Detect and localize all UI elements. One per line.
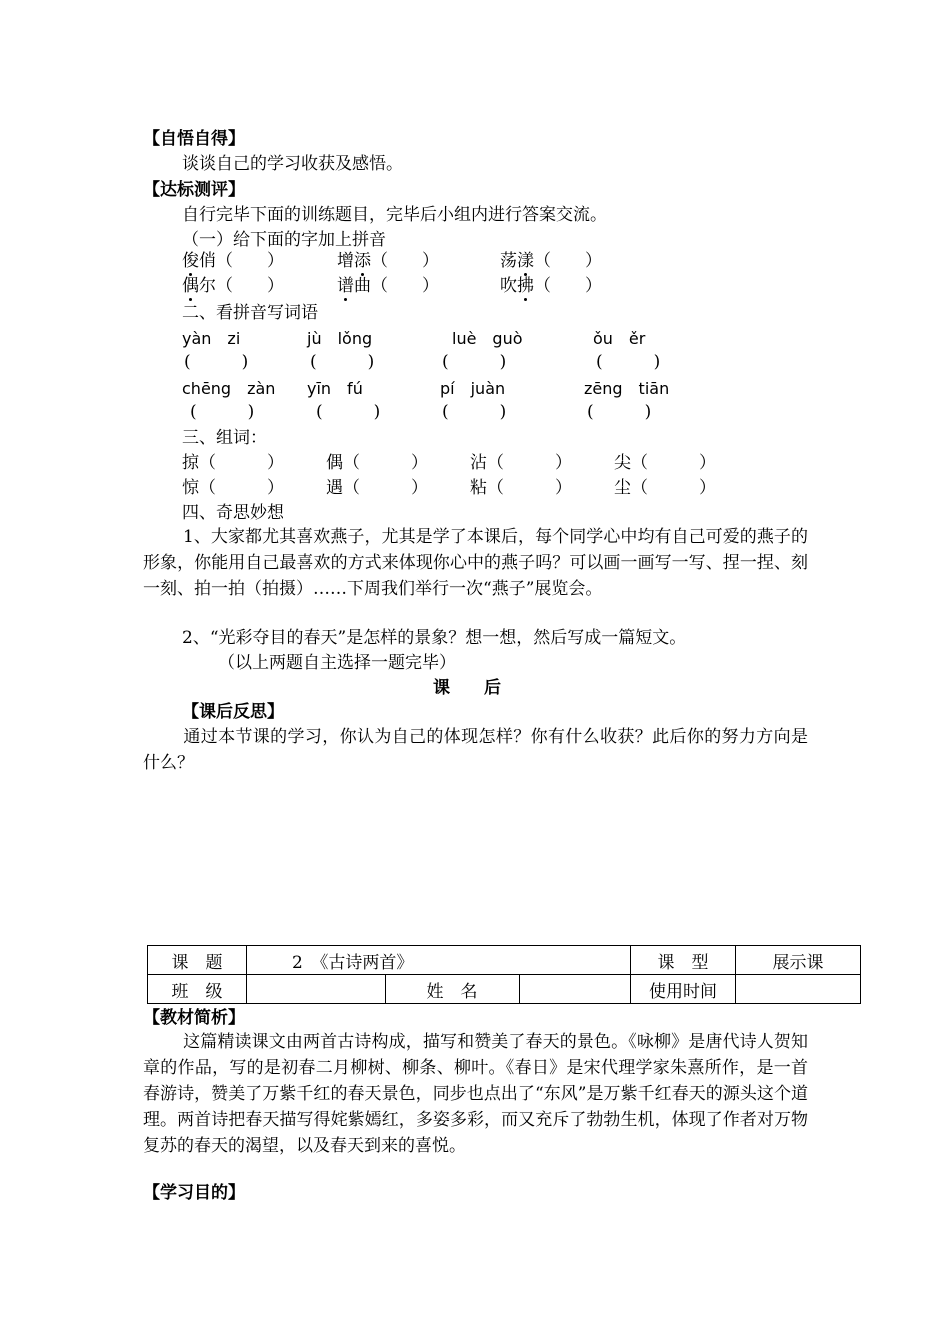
q1-item: 吹拂（ ） [500,276,602,296]
textbook-text: 这篇精读课文由两首古诗构成，描写和赞美了春天的景色。《咏柳》是唐代诗人贺知章的作品，写的是初春二月柳树、柳条、柳叶。《春日》是宋代理学家朱熹所作，是一首春游诗，赞美了万紫千红的春天景色，同步也点出了“东风”是万紫千红春天的源头这个道理。两首诗把春天描写得姹紫嫣红，多姿多彩，而又充斥了勃勃生机，体现了作者对万物复苏的春天的渴望，以及春天到来的喜悦。 [143,1032,808,1156]
reflect-text: 通过本节课的学习，你认为自己的体现怎样？你有什么收获？此后你的努力方向是什么？ [143,727,808,773]
ziwu-text: 谈谈自己的学习收获及感悟。 [182,154,403,174]
name-value[interactable] [519,975,631,1004]
pinyin: zēng tiān [584,379,670,398]
q1-item: 谱曲（ ） [337,276,439,296]
q1-item: 增添（ ） [337,251,439,271]
class-label: 班 级 [148,975,247,1004]
q3-heading: 三、组词： [182,428,267,448]
after-class-heading: 课 后 [433,678,501,698]
section-title-dabiao: 【达标测评】 [143,180,245,200]
answer-blank[interactable]: ( ) [316,402,381,422]
answer-blank[interactable]: ( ) [596,352,661,372]
q2-heading: 二、看拼音写词语 [182,303,318,323]
answer-blank[interactable]: ( ) [310,352,375,372]
zuci-item: 偶（ ） [326,453,428,473]
answer-blank[interactable]: ( ) [442,352,507,372]
topic-label: 课 题 [148,946,247,975]
section-title-goals: 【学习目的】 [143,1183,245,1203]
zuci-item: 惊（ ） [182,478,284,498]
q1-heading: （一）给下面的字加上拼音 [182,230,386,250]
topic-value: 2 《古诗两首》 [247,946,631,975]
zuci-item: 粘（ ） [470,478,572,498]
section-title-ziwu: 【自悟自得】 [143,129,245,149]
section-title-textbook: 【教材简析】 [143,1008,245,1028]
zuci-item: 沾（ ） [470,453,572,473]
q4-item2: 2、“光彩夺目的春天”是怎样的景象？想一想，然后写成一篇短文。 [182,628,687,648]
dotted-char: 拂 [517,276,534,296]
answer-blank[interactable]: ( ) [442,402,507,422]
pinyin: luè guò [452,329,523,348]
dotted-char: 偶 [182,276,199,296]
pinyin: jù lǒng [307,329,373,348]
q1-item: 俊俏（ ） [182,251,284,271]
q4-heading: 四、奇思妙想 [182,503,284,523]
pinyin: pí juàn [440,379,506,398]
name-label: 姓 名 [385,975,519,1004]
q1-item: 荡漾（ ） [500,251,602,271]
type-label: 课 型 [631,946,736,975]
pinyin: ǒu ěr [593,329,646,348]
class-value[interactable] [247,975,386,1004]
zuci-item: 尘（ ） [614,478,716,498]
dotted-char: 谱 [337,276,354,296]
q4-note: （以上两题自主选择一题完毕） [218,653,456,673]
pinyin: yàn zi [182,329,241,348]
dotted-char: 俊 [182,251,199,271]
zuci-item: 遇（ ） [326,478,428,498]
pinyin: yīn fú [307,379,363,398]
answer-blank[interactable]: ( ) [190,402,255,422]
pinyin: chēng zàn [182,379,276,398]
dotted-char: 漾 [517,251,534,271]
time-label: 使用时间 [631,975,736,1004]
dabiao-intro: 自行完毕下面的训练题目，完毕后小组内进行答案交流。 [182,205,607,225]
zuci-item: 尖（ ） [614,453,716,473]
section-title-reflect: 【课后反思】 [182,702,284,722]
dotted-char: 添 [354,251,371,271]
type-value: 展示课 [736,946,861,975]
answer-blank[interactable]: ( ) [184,352,249,372]
lesson-info-table [147,945,861,1004]
answer-blank[interactable]: ( ) [587,402,652,422]
time-value[interactable] [736,975,861,1004]
zuci-item: 掠（ ） [182,453,284,473]
q4-item1: 1、大家都尤其喜欢燕子，尤其是学了本课后，每个同学心中均有自己可爱的燕子的形象，你能用自己最喜欢的方式来体现你心中的燕子吗？可以画一画写一写、捏一捏、刻一刻、拍一拍（拍摄）……下周我们举行一次“燕子”展览会。 [143,527,808,599]
q1-item: 偶尔（ ） [182,276,284,296]
